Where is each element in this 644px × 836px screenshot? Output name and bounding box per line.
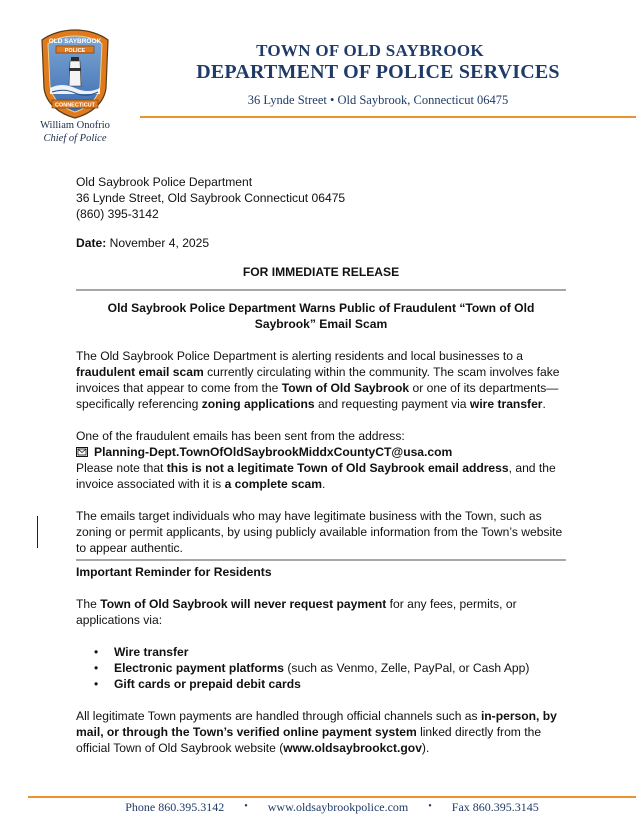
email-warning: Please note that this is not a legitimate Town of Old Saybrook email address, and the invoice associated with it is a complete scam. [76, 461, 556, 491]
town-name: TOWN OF OLD SAYBROOK [256, 41, 484, 60]
sender-name: Old Saybrook Police Department [76, 175, 253, 189]
section-rule [76, 559, 566, 561]
footer-rule [28, 796, 636, 798]
envelope-icon [76, 447, 88, 457]
fraud-email-line [76, 444, 566, 460]
chief-title: Chief of Police [43, 133, 107, 144]
footer-website[interactable]: www.oldsaybrookpolice.com [267, 800, 409, 814]
payment-method-list [76, 644, 566, 692]
press-release-body [76, 174, 566, 756]
paragraph-never-request: The Town of Old Saybrook will never request payment for any fees, permits, or applications via: [76, 597, 517, 627]
letterhead-rule [140, 116, 636, 118]
headline: Old Saybrook Police Department Warns Public of Fraudulent “Town of Old Saybrook” Email Scam [107, 301, 535, 331]
sender-phone: (860) 395-3142 [76, 207, 159, 221]
footer-separator: • [244, 801, 248, 812]
badge-top-text: OLD SAYBROOK [48, 38, 102, 45]
paragraph-alert: The Old Saybrook Police Department is alerting residents and local businesses to a fraudulent email scam currently circulating within the community. The scam involves fake invoices that appear to come from the Town of Old Saybrook or one of its departments—specifically referencing zoning applications and requesting payment via wire transfer. [76, 349, 560, 411]
footer-fax: Fax 860.395.3145 [451, 800, 539, 814]
paragraph-legit-payments: All legitimate Town payments are handled through official channels such as in-person, by mail, or through the Town’s verified online payment system linked directly from the official Town of Old Saybrook website (www.oldsaybrookct.gov). [76, 709, 557, 755]
footer-phone: Phone 860.395.3142 [125, 800, 225, 814]
section-rule [76, 289, 566, 291]
fraud-email-address: Planning-Dept.TownOfOldSaybrookMiddxCountyCT@usa.com [94, 445, 453, 459]
list-item: • Wire transfer [76, 644, 566, 660]
letterhead-address: 36 Lynde Street • Old Saybrook, Connecticut 06475 [247, 93, 509, 107]
footer-separator: • [428, 801, 432, 812]
paragraph-targets: The emails target individuals who may have legitimate business with the Town, such as zoning or permit applicants, by using publicly available information from the Town’s website to appear authentic. [76, 509, 563, 555]
chief-name: William Onofrio [40, 120, 110, 131]
sender-street: 36 Lynde Street, Old Saybrook Connecticut 06475 [76, 191, 346, 205]
badge-ribbon-text: POLICE [64, 48, 86, 54]
badge-bottom-text: CONNECTICUT [54, 102, 96, 109]
reminder-heading: Important Reminder for Residents [76, 565, 272, 579]
email-intro: One of the fraudulent emails has been sent from the address: [76, 429, 405, 443]
date-label: Date: [76, 236, 107, 250]
list-item: • Electronic payment platforms (such as Venmo, Zelle, PayPal, or Cash App) [76, 660, 566, 676]
police-badge-logo [38, 28, 112, 120]
sender-block [76, 174, 566, 222]
release-date [76, 235, 566, 251]
text-cursor [37, 516, 38, 548]
department-name: DEPARTMENT OF POLICE SERVICES [196, 61, 560, 83]
release-label: FOR IMMEDIATE RELEASE [242, 265, 400, 279]
footer [28, 800, 636, 815]
date-value: November 4, 2025 [106, 236, 210, 250]
list-item: • Gift cards or prepaid debit cards [76, 676, 566, 692]
paragraph-email [76, 428, 566, 492]
